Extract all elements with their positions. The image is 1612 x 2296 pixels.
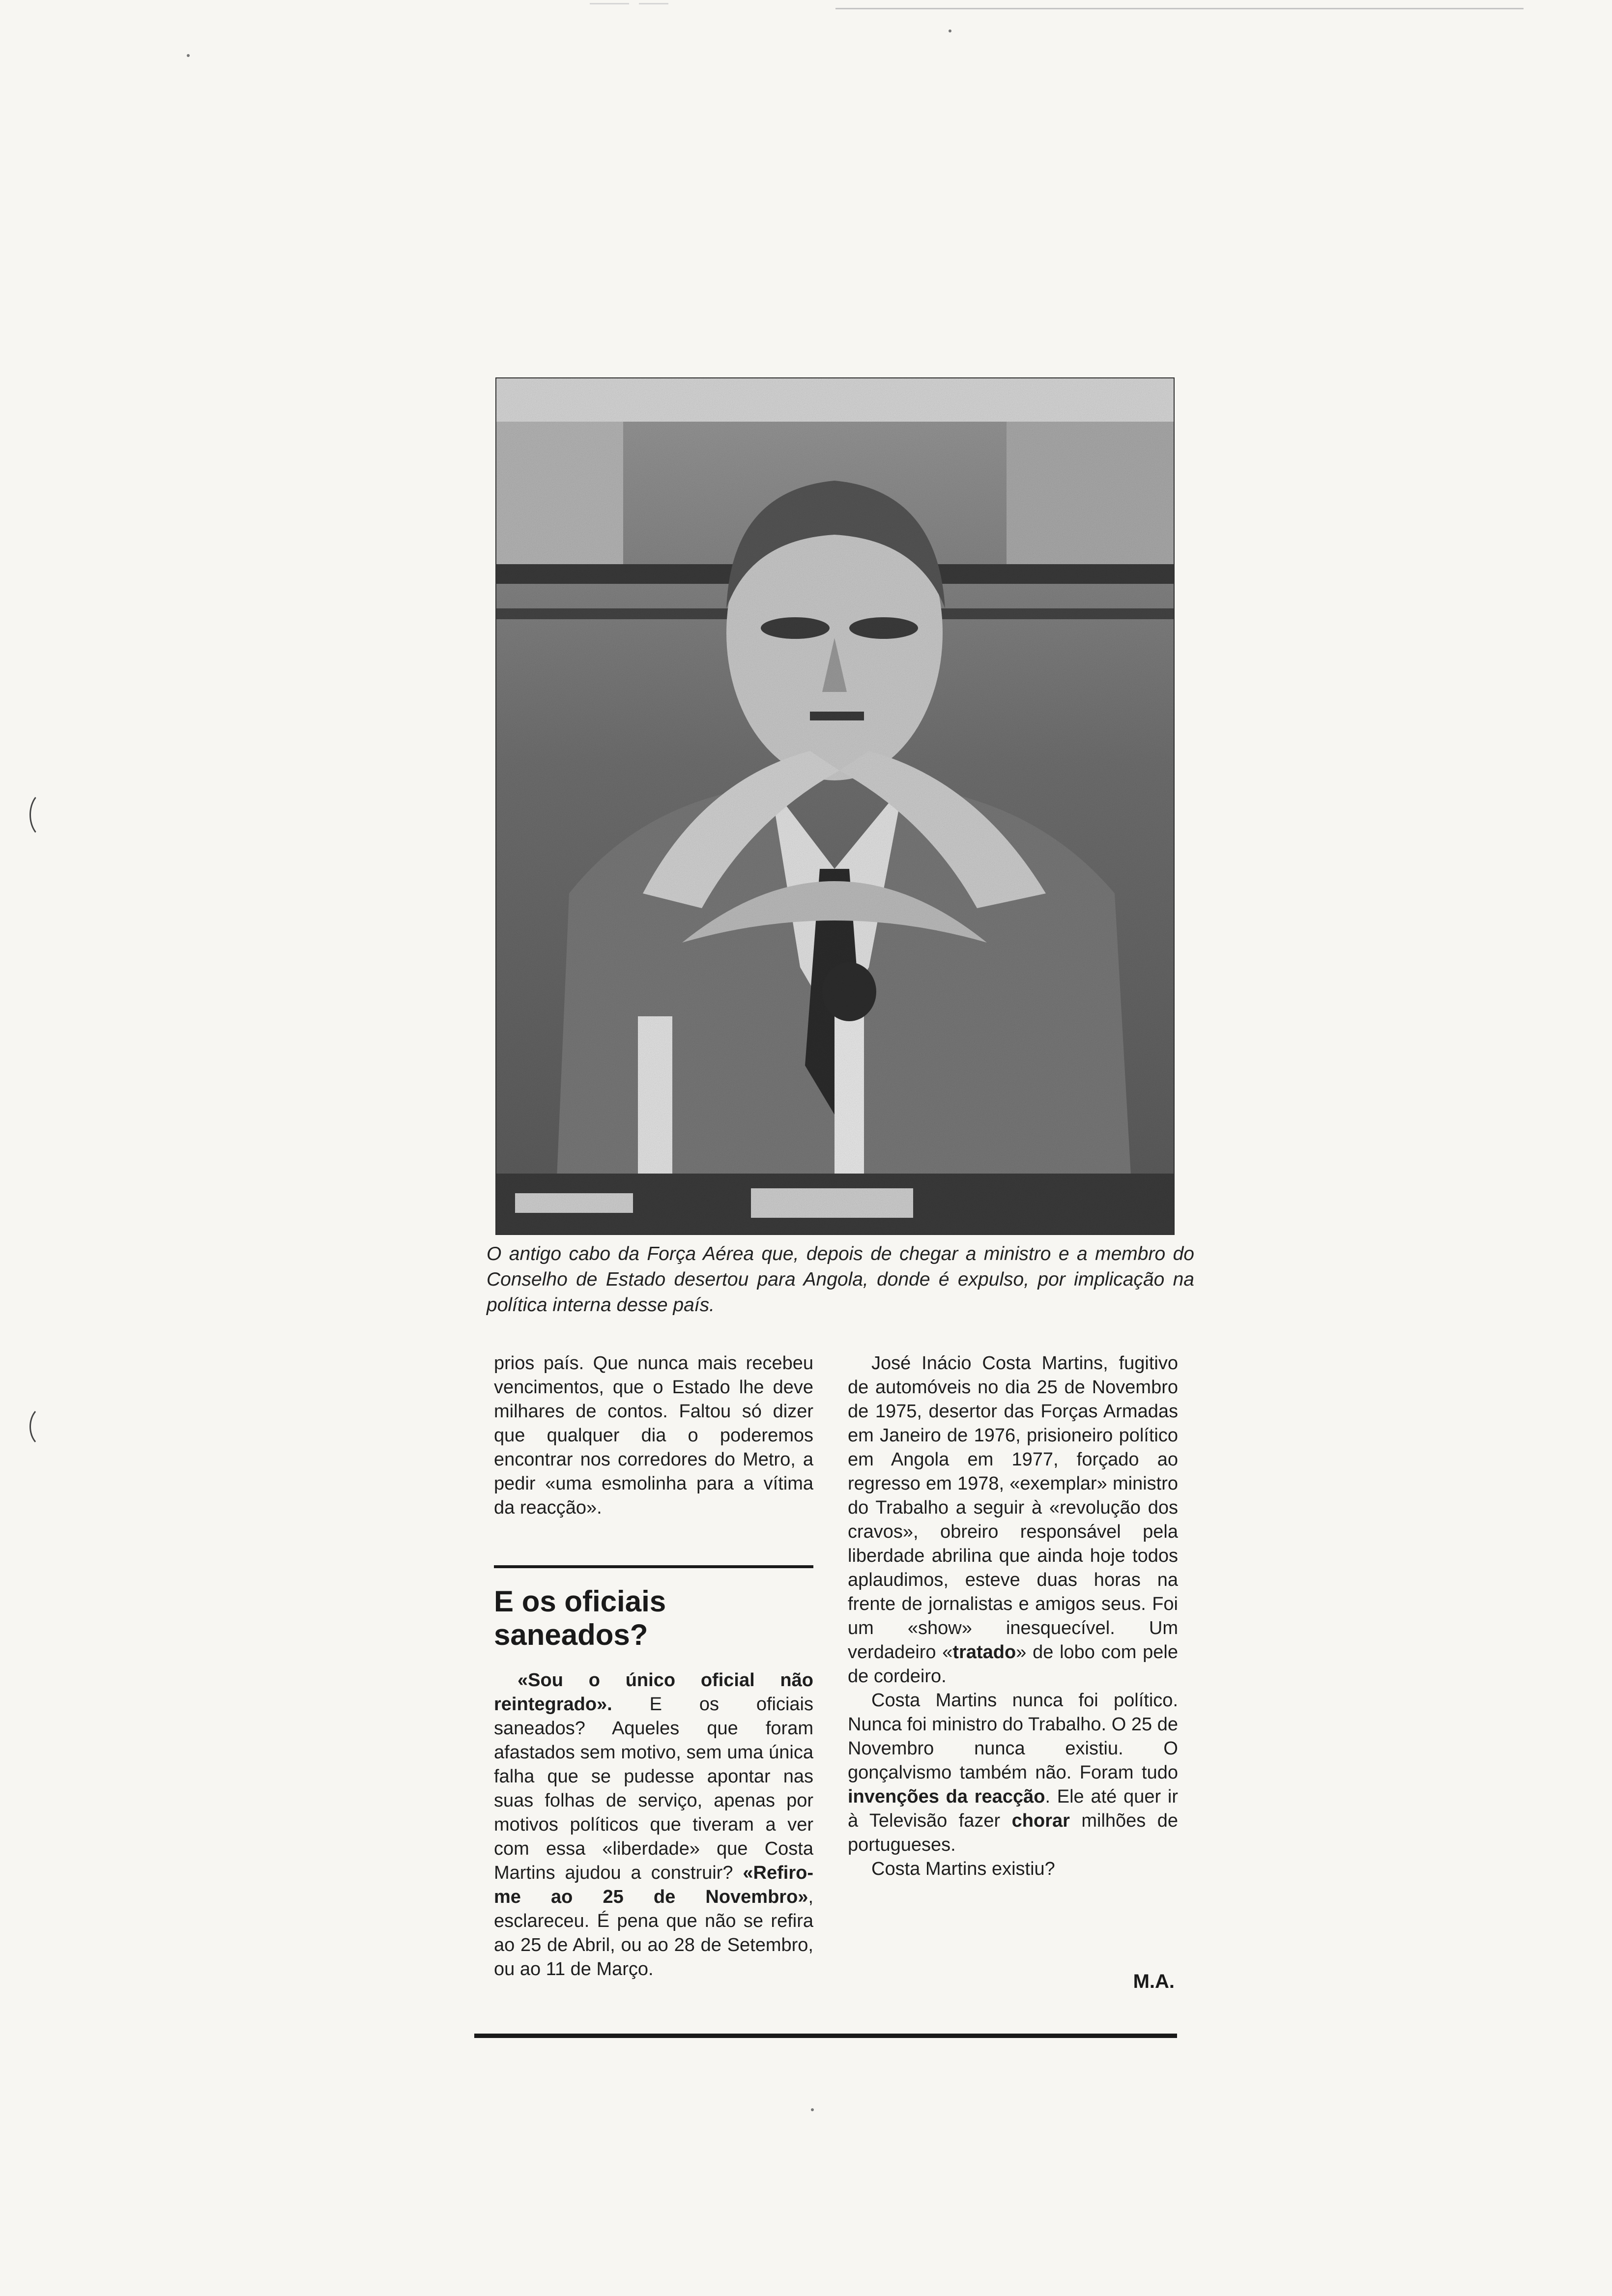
article-paragraph — [494, 1668, 813, 1981]
emphasis-text: invenções da reacção — [848, 1786, 1045, 1807]
hole-punch-mark — [29, 791, 62, 838]
article-bottom-rule — [474, 2034, 1177, 2038]
article-paragraph: prios país. Que nunca mais recebeu vencimentos, que o Estado lhe deve milhares de contos. Faltou só dizer que qualquer dia o poderemos encontrar nos corredores do Metro, a pedir «uma esmolinha para a vítima da reacção». — [494, 1353, 813, 1518]
portrait-photo-graphic — [495, 377, 1175, 1235]
portrait-photo — [495, 377, 1175, 1235]
emphasis-text: chorar — [1011, 1810, 1070, 1831]
article-paragraph — [848, 1689, 1178, 1857]
dust-speck — [949, 29, 951, 32]
article-column-right — [848, 1351, 1178, 1881]
article-column-left-section — [494, 1668, 813, 1981]
emphasis-text: tratado — [952, 1642, 1016, 1663]
scan-artifact-dash — [590, 3, 629, 4]
article-paragraph — [848, 1351, 1178, 1689]
photo-caption: O antigo cabo da Força Aérea que, depois de chegar a ministro e a membro do Conselho de Estado desertou para Angola, donde é expulso, por implicação na política interna desse país. — [487, 1243, 1194, 1316]
article-text: . Ele até quer ir à Televisão fazer — [848, 1786, 1178, 1831]
quote-highlight: «Sou o único oficial não reintegrado». — [494, 1670, 813, 1715]
article-paragraph: Costa Martins existiu? — [871, 1859, 1055, 1879]
article-text: José Inácio Costa Martins, fugitivo de automóveis no dia 25 de Novembro de 1975, desertor das Forças Armadas em Janeiro de 1976, prisioneiro político em Angola em 1977, forçado ao regresso em 1978, «exemplar» ministro do Trabalho a seguir à «revolução dos cravos», obreiro responsável pela liberdade abrilina que ainda hoje todos aplaudimos, esteve duas horas na frente de jornalistas e amigos seus. Foi um «show» inesquecível. Um verdadeiro « — [848, 1353, 1178, 1663]
quote-highlight: «Refiro-me ao 25 de Novembro» — [494, 1863, 813, 1907]
article-text: , esclareceu. É pena que não se refira ao 25 de Abril, ou ao 28 de Setembro, ou ao 11 de Março. — [494, 1887, 813, 1980]
dust-speck — [187, 54, 190, 57]
article-text: milhões de portugueses. — [848, 1810, 1178, 1855]
article-text: » de lobo com pele de cordeiro. — [848, 1642, 1179, 1687]
hole-punch-mark — [29, 1406, 62, 1448]
section-divider — [494, 1565, 813, 1568]
dust-speck — [811, 2108, 814, 2111]
article-column-left — [494, 1351, 813, 1520]
article-text: Costa Martins nunca foi político. Nunca foi ministro do Trabalho. O 25 de Novembro nunca existiu. O gonçalvismo também não. Foram tudo — [848, 1690, 1178, 1783]
scan-artifact-dash — [639, 3, 668, 4]
article-text: E os oficiais saneados? Aqueles que foram afastados sem motivo, sem uma única falha que se pudesse apontar nas suas folhas de serviço, apenas por motivos políticos que tiveram a ver com essa «liberdade» que Costa Martins ajudou a construir? — [494, 1694, 813, 1883]
scan-artifact-line — [835, 8, 1524, 9]
section-subheading: E os oficiais saneados? — [494, 1585, 666, 1651]
author-signature: M.A. — [1133, 1971, 1175, 1992]
